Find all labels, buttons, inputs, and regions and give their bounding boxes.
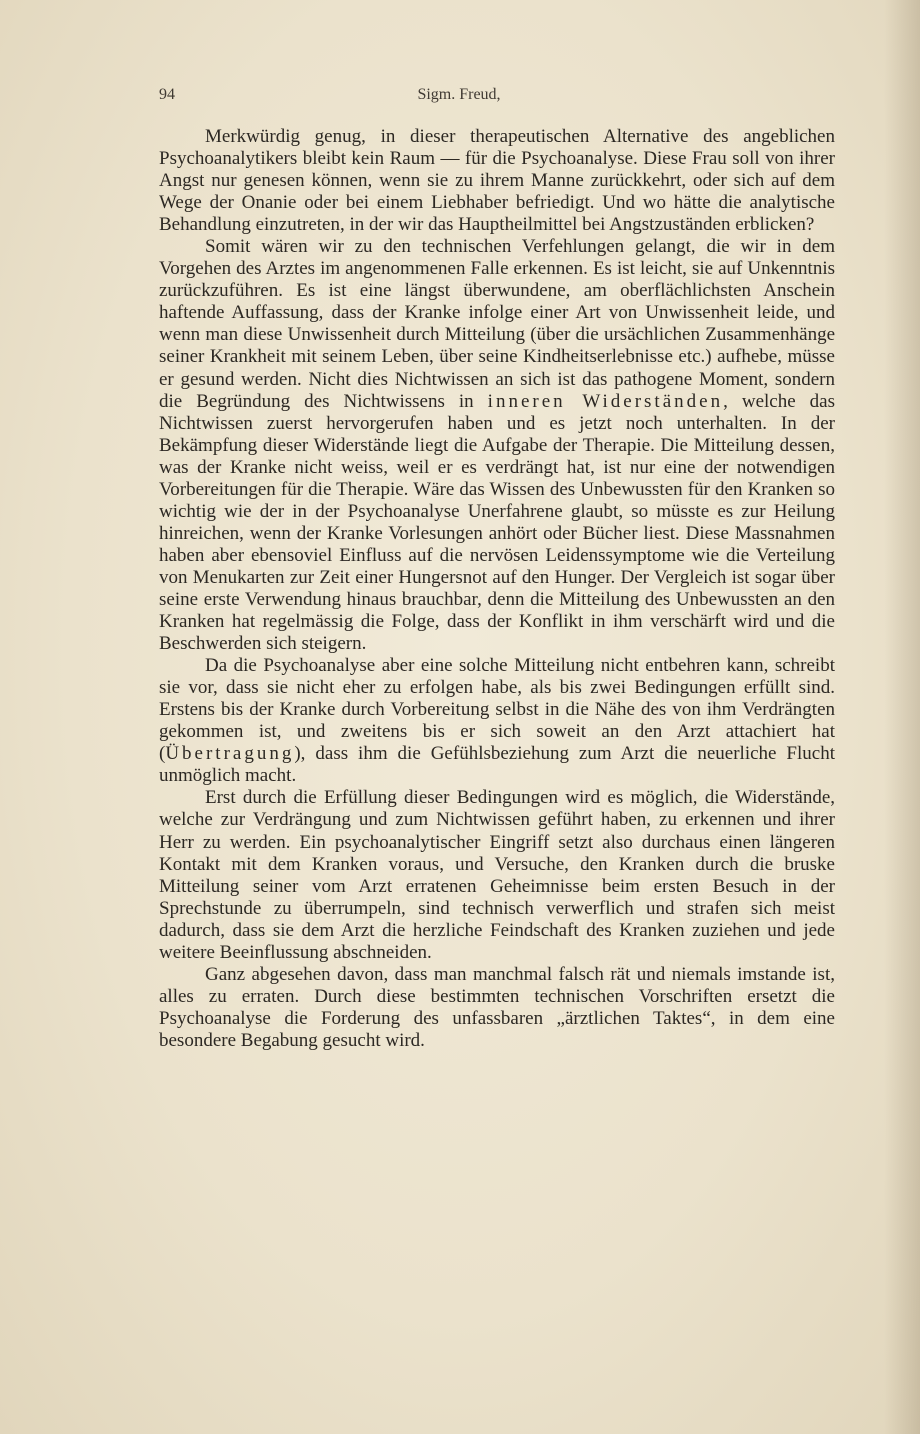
paragraph-text: , welche das Nichtwissen zuerst hervorgerufen haben und es jetzt noch unterhalten. In der Bekämpfung dieser Widerstände liegt die Aufgabe der Therapie. Die Mitteilung dessen, was der Kranke nicht weiss, weil er es verdrängt hat, ist nur eine der notwendigen Vorbereitungen für die Therapie. Wäre das Wissen des Unbewussten für den Kranken so wichtig wie der in der Psychoanalyse Unerfahrene glaubt, so müsste es zur Heilung hinreichen, wenn der Kranke Vorlesungen anhört oder Bücher liest. Diese Massnahmen haben aber ebensoviel Einfluss auf die nervösen Leidenssymptome wie die Verteilung von Menukarten zur Zeit einer Hungersnot auf den Hunger. Der Vergleich ist sogar über seine erste Verwendung hinaus brauchbar, denn die Mitteilung des Unbewussten an den Kranken hat regelmässig die Folge, dass der Konflikt in ihm verschärft wird und die Beschwerden sich steigern. (159, 390, 835, 655)
running-head: Sigm. Freud, (417, 86, 501, 103)
paragraph-text: Da die Psychoanalyse aber eine solche Mitteilung nicht entbehren kann, schreibt sie vor, dass sie nicht eher zu erfolgen habe, als bis zwei Bedingungen erfüllt sind. Erstens bis der Kranke durch Vorbereitung selbst in die Nähe des von ihm Verdrängten gekommen ist, und zweitens bis er sich soweit an den Arzt attachiert hat ( (159, 655, 835, 765)
paragraph (159, 655, 835, 787)
paragraph (159, 787, 835, 963)
paragraph-text: Merkwürdig genug, in dieser therapeutischen Alternative des angeblichen Psychoanalytikers bleibt kein Raum — für die Psychoanalyse. Diese Frau soll von ihrer Angst nur genesen können, wenn sie zu ihrem Manne zurückkehrt, oder sich auf dem Wege der Onanie oder bei einem Liebhaber befriedigt. Und wo hätte die analytische Behandlung einzutreten, in der wir das Haupthеilmittel bei Angstzuständen erblicken? (159, 126, 835, 236)
paragraph-text: Erst durch die Erfüllung dieser Bedingungen wird es möglich, die Widerstände, welche zur Verdrängung und zum Nichtwissen geführt haben, zu erkennen und ihrer Herr zu werden. Ein psychoanalytischer Eingriff setzt also durchaus einen längeren Kontakt mit dem Kranken voraus, und Versuche, den Kranken durch die bruske Mitteilung seiner vom Arzt erratenen Geheimnisse beim ersten Besuch in der Sprechstunde zu überrumpeln, sind technisch verwerflich und strafen sich meist dadurch, dass sie dem Arzt die herzliche Feindschaft des Kranken zuziehen und jede weitere Beeinflussung abschneiden. (159, 787, 835, 963)
paragraph-text: Somit wären wir zu den technischen Verfehlungen gelangt, die wir in dem Vorgehen des Arztes im angenommenen Falle erkennen. Es ist leicht, sie auf Unkenntnis zurückzuführen. Es ist eine längst überwundene, am oberflächlichsten Anschein haftende Auffassung, dass der Kranke infolge einer Art von Unwissenheit leide, und wenn man diese Unwissenheit durch Mitteilung (über die ursächlichen Zusammenhänge seiner Krankheit mit seinem Leben, über seine Kindheitserlebnisse etc.) aufhebe, müsse er gesund werden. Nicht dies Nichtwissen an sich ist das pathogene Moment, sondern die Begründung des Nichtwissens in (159, 236, 835, 412)
paragraph (159, 126, 835, 236)
emphasis-text: inneren Widerständen (487, 390, 724, 412)
paragraph (159, 964, 835, 1052)
body-text (159, 126, 835, 1052)
emphasis-text: Übertragung (165, 743, 295, 765)
page-number: 94 (159, 86, 175, 103)
page-header (159, 86, 835, 116)
paragraph (159, 236, 835, 655)
page-edge-shadow (884, 0, 920, 1434)
paragraph-text: ), dass ihm die Gefühlsbeziehung zum Arzt die neuerliche Flucht unmöglich macht. (159, 743, 835, 787)
paragraph-text: Ganz abgesehen davon, dass man manchmal falsch rät und niemals imstande ist, alles zu erraten. Durch diese bestimmten technischen Vorschriften ersetzt die Psychoanalyse die Forderung des unfassbaren „ärztlichen Taktes“, in dem eine besondere Begabung gesucht wird. (159, 963, 835, 1051)
